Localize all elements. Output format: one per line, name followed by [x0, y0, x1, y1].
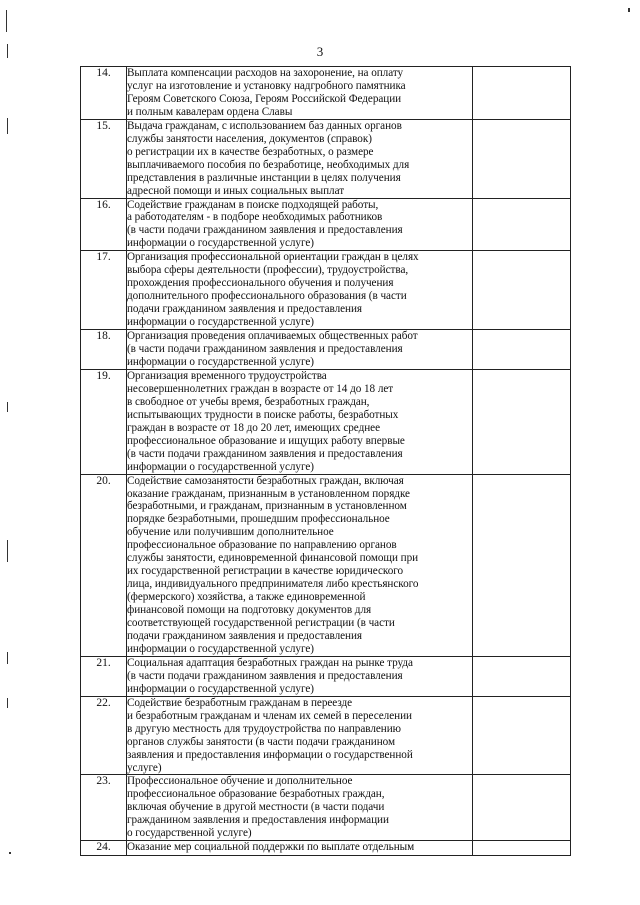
service-description — [127, 330, 473, 370]
service-description-line: услуге) — [127, 761, 162, 774]
table-row — [81, 198, 571, 251]
service-description-line: Выдача гражданам, с использованием баз данных органов — [127, 119, 402, 132]
row-number: 19. — [81, 369, 127, 474]
service-description-line: информации о государственной услуге) — [127, 682, 314, 695]
service-description-line: испытывающих трудности в поиске работы, безработных — [127, 408, 399, 421]
service-description-line: лица, индивидуального предпринимателя либо крестьянского — [127, 578, 419, 591]
services-table — [80, 66, 571, 856]
empty-cell — [473, 841, 571, 856]
row-number: 23. — [81, 775, 127, 841]
service-description-line: информации о государственной услуге) — [127, 460, 314, 473]
service-description-line: обучение или получившим дополнительное — [127, 526, 334, 539]
row-number: 24. — [81, 841, 127, 856]
service-description-line: о государственной услуге) — [127, 827, 252, 840]
service-description-line: порядке безработными, прошедшим профессиональное — [127, 513, 390, 526]
row-number: 21. — [81, 656, 127, 696]
service-description — [127, 119, 473, 198]
service-description-line: Содействие безработным гражданам в переезде — [127, 696, 353, 709]
margin-mark — [7, 652, 8, 664]
table-row — [81, 656, 571, 696]
service-description-line: подачи гражданином заявления и предоставления — [127, 303, 363, 316]
service-description-line: гражданином заявления и предоставления информации — [127, 814, 389, 827]
table-row — [81, 67, 571, 120]
service-description-line: выплачиваемого пособия по безработице, необходимых для — [127, 158, 410, 171]
table-row — [81, 330, 571, 370]
service-description — [127, 198, 473, 251]
table-row — [81, 841, 571, 856]
row-number: 17. — [81, 251, 127, 330]
service-description — [127, 696, 473, 775]
service-description-line: выбора сферы деятельности (профессии), трудоустройства, — [127, 264, 409, 277]
table-row — [81, 119, 571, 198]
service-description-line: информации о государственной услуге) — [127, 316, 314, 329]
service-description-line: Содействие гражданам в поиске подходящей работы, — [127, 198, 379, 211]
service-description-line: финансовой помощи на подготовку документов для — [127, 604, 372, 617]
margin-mark — [7, 44, 8, 58]
service-description-line: Организация проведения оплачиваемых общественных работ — [127, 330, 418, 343]
service-description-line: Профессиональное обучение и дополнительное — [127, 775, 353, 788]
margin-mark — [628, 8, 630, 12]
service-description-line: Оказание мер социальной поддержки по выплате отдельным — [127, 841, 415, 854]
service-description-line: о регистрации их в качестве безработных, о размере — [127, 145, 374, 158]
service-description-line: Организация профессиональной ориентации граждан в целях — [127, 251, 419, 264]
service-description-line: службы занятости, единовременной финансовой помощи при — [127, 552, 419, 565]
margin-mark — [6, 10, 7, 32]
table-body — [81, 67, 571, 856]
service-description-line: соответствующей государственной регистрации (в части — [127, 617, 395, 630]
service-description-line: а работодателям - в подборе необходимых работников — [127, 211, 383, 224]
row-number: 22. — [81, 696, 127, 775]
table-row — [81, 696, 571, 775]
margin-mark — [7, 540, 8, 562]
service-description-line: в свободное от учебы время, безработных граждан, — [127, 395, 370, 408]
service-description-line: профессиональное образование безработных граждан, — [127, 788, 385, 801]
service-description — [127, 656, 473, 696]
empty-cell — [473, 67, 571, 120]
service-description-line: Содействие самозанятости безработных граждан, включая — [127, 474, 404, 487]
service-description-line: службы занятости населения, документов (справок) — [127, 132, 372, 145]
service-description-line: их государственной регистрации в качестве юридического — [127, 565, 404, 578]
row-number: 16. — [81, 198, 127, 251]
service-description-line: (в части подачи гражданином заявления и предоставления — [127, 343, 403, 356]
empty-cell — [473, 251, 571, 330]
empty-cell — [473, 198, 571, 251]
row-number: 20. — [81, 474, 127, 656]
service-description-line: Социальная адаптация безработных граждан на рынке труда — [127, 656, 413, 669]
service-description-line: органов службы занятости (в части подачи гражданином — [127, 735, 396, 748]
table-row — [81, 369, 571, 474]
service-description-line: услуг на изготовление и установку надгробного памятника — [127, 79, 406, 92]
empty-cell — [473, 656, 571, 696]
page-number: 3 — [316, 44, 324, 59]
service-description-line: профессиональное образование и ищущих работу впервые — [127, 434, 405, 447]
margin-mark — [7, 118, 8, 134]
table-row — [81, 251, 571, 330]
service-description — [127, 775, 473, 841]
service-description-line: профессиональное образование по направлению органов — [127, 539, 397, 552]
service-description — [127, 251, 473, 330]
empty-cell — [473, 119, 571, 198]
empty-cell — [473, 369, 571, 474]
service-description-line: прохождения профессионального обучения и получения — [127, 277, 394, 290]
service-description-line: несовершеннолетних граждан в возрасте от 14 до 18 лет — [127, 382, 394, 395]
service-description-line: информации о государственной услуге) — [127, 642, 314, 655]
row-number: 18. — [81, 330, 127, 370]
service-description-line: в другую местность для трудоустройства по направлению — [127, 722, 401, 735]
service-description — [127, 474, 473, 656]
empty-cell — [473, 474, 571, 656]
service-description-line: (фермерского) хозяйства, а также единовременной — [127, 591, 366, 604]
service-description-line: включая обучение в другой местности (в части подачи — [127, 801, 385, 814]
service-description-line: Выплата компенсации расходов на захоронение, на оплату — [127, 67, 404, 79]
empty-cell — [473, 696, 571, 775]
service-description-line: заявления и предоставления информации о государственной — [127, 748, 413, 761]
row-number: 14. — [81, 67, 127, 120]
service-description-line: (в части подачи гражданином заявления и предоставления — [127, 669, 403, 682]
empty-cell — [473, 775, 571, 841]
service-description-line: дополнительного профессионального образования (в части — [127, 290, 407, 303]
margin-mark — [7, 698, 8, 708]
service-description — [127, 369, 473, 474]
service-description — [127, 67, 473, 120]
service-description-line: Организация временного трудоустройства — [127, 369, 327, 382]
margin-mark — [9, 852, 11, 854]
service-description — [127, 841, 473, 856]
service-description-line: информации о государственной услуге) — [127, 237, 314, 250]
service-description-line: и безработным гражданам и членам их семей в переселении — [127, 709, 412, 722]
service-description-line: информации о государственной услуге) — [127, 355, 314, 368]
service-description-line: безработными, и гражданам, признанным в установленном — [127, 500, 407, 513]
service-description-line: (в части подачи гражданином заявления и предоставления — [127, 224, 403, 237]
service-description-line: (в части подачи гражданином заявления и предоставления — [127, 447, 403, 460]
empty-cell — [473, 330, 571, 370]
service-description-line: адресной помощи и иных социальных выплат — [127, 184, 345, 197]
service-description-line: оказание гражданам, признанным в установленном порядке — [127, 487, 410, 500]
service-description-line: и полным кавалерам ордена Славы — [127, 105, 293, 118]
service-description-line: Героям Советского Союза, Героям Российской Федерации — [127, 92, 402, 105]
table-row — [81, 474, 571, 656]
service-description-line: представления в различные инстанции в целях получения — [127, 171, 401, 184]
service-description-line: граждан в возрасте от 18 до 20 лет, имеющих среднее — [127, 421, 380, 434]
table-row — [81, 775, 571, 841]
margin-mark — [7, 402, 8, 412]
row-number: 15. — [81, 119, 127, 198]
service-description-line: подачи гражданином заявления и предоставления — [127, 629, 363, 642]
